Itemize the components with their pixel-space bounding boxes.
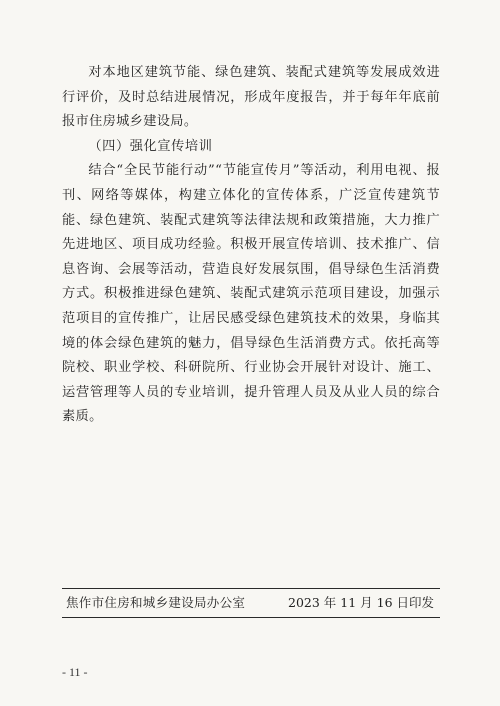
body-text <box>62 61 440 430</box>
page-number: - 11 - <box>62 665 88 679</box>
paragraph-evaluation: 对本地区建筑节能、绿色建筑、装配式建筑等发展成效进行评价，及时总结进展情况，形成年度报告，并于每年年底前报市住房城乡建设局。 <box>62 65 440 130</box>
issue-date: 2023 年 11 月 16 日印发 <box>288 595 434 610</box>
section-heading: （四）强化宣传培训 <box>88 138 213 154</box>
footer-top-rule <box>62 588 440 589</box>
paragraph-publicity-training: 结合“全民节能行动”“节能宣传月”等活动，利用电视、报刊、网络等媒体，构建立体化的宣传体系，广泛宣传建筑节能、绿色建筑、装配式建筑等法律法规和政策措施，大力推广先进地区、项目成功经验。积极开展宣传培训、技术推广、信息咨询、会展等活动，营造良好发展氛围，倡导绿色生活消费方式。积极推进绿色建筑、装配式建筑示范项目建设，加强示范项目的宣传推广，让居民感受绿色建筑技术的效果，身临其境的体会绿色建筑的魅力，倡导绿色生活消费方式。依托高等院校、职业学校、科研院所、行业协会开展针对设计、施工、运营管理等人员的专业培训，提升管理人员及从业人员的综合素质。 <box>62 163 440 425</box>
footer-bottom-rule <box>62 617 440 618</box>
issuer-name: 焦作市住房和城乡建设局办公室 <box>66 595 246 610</box>
